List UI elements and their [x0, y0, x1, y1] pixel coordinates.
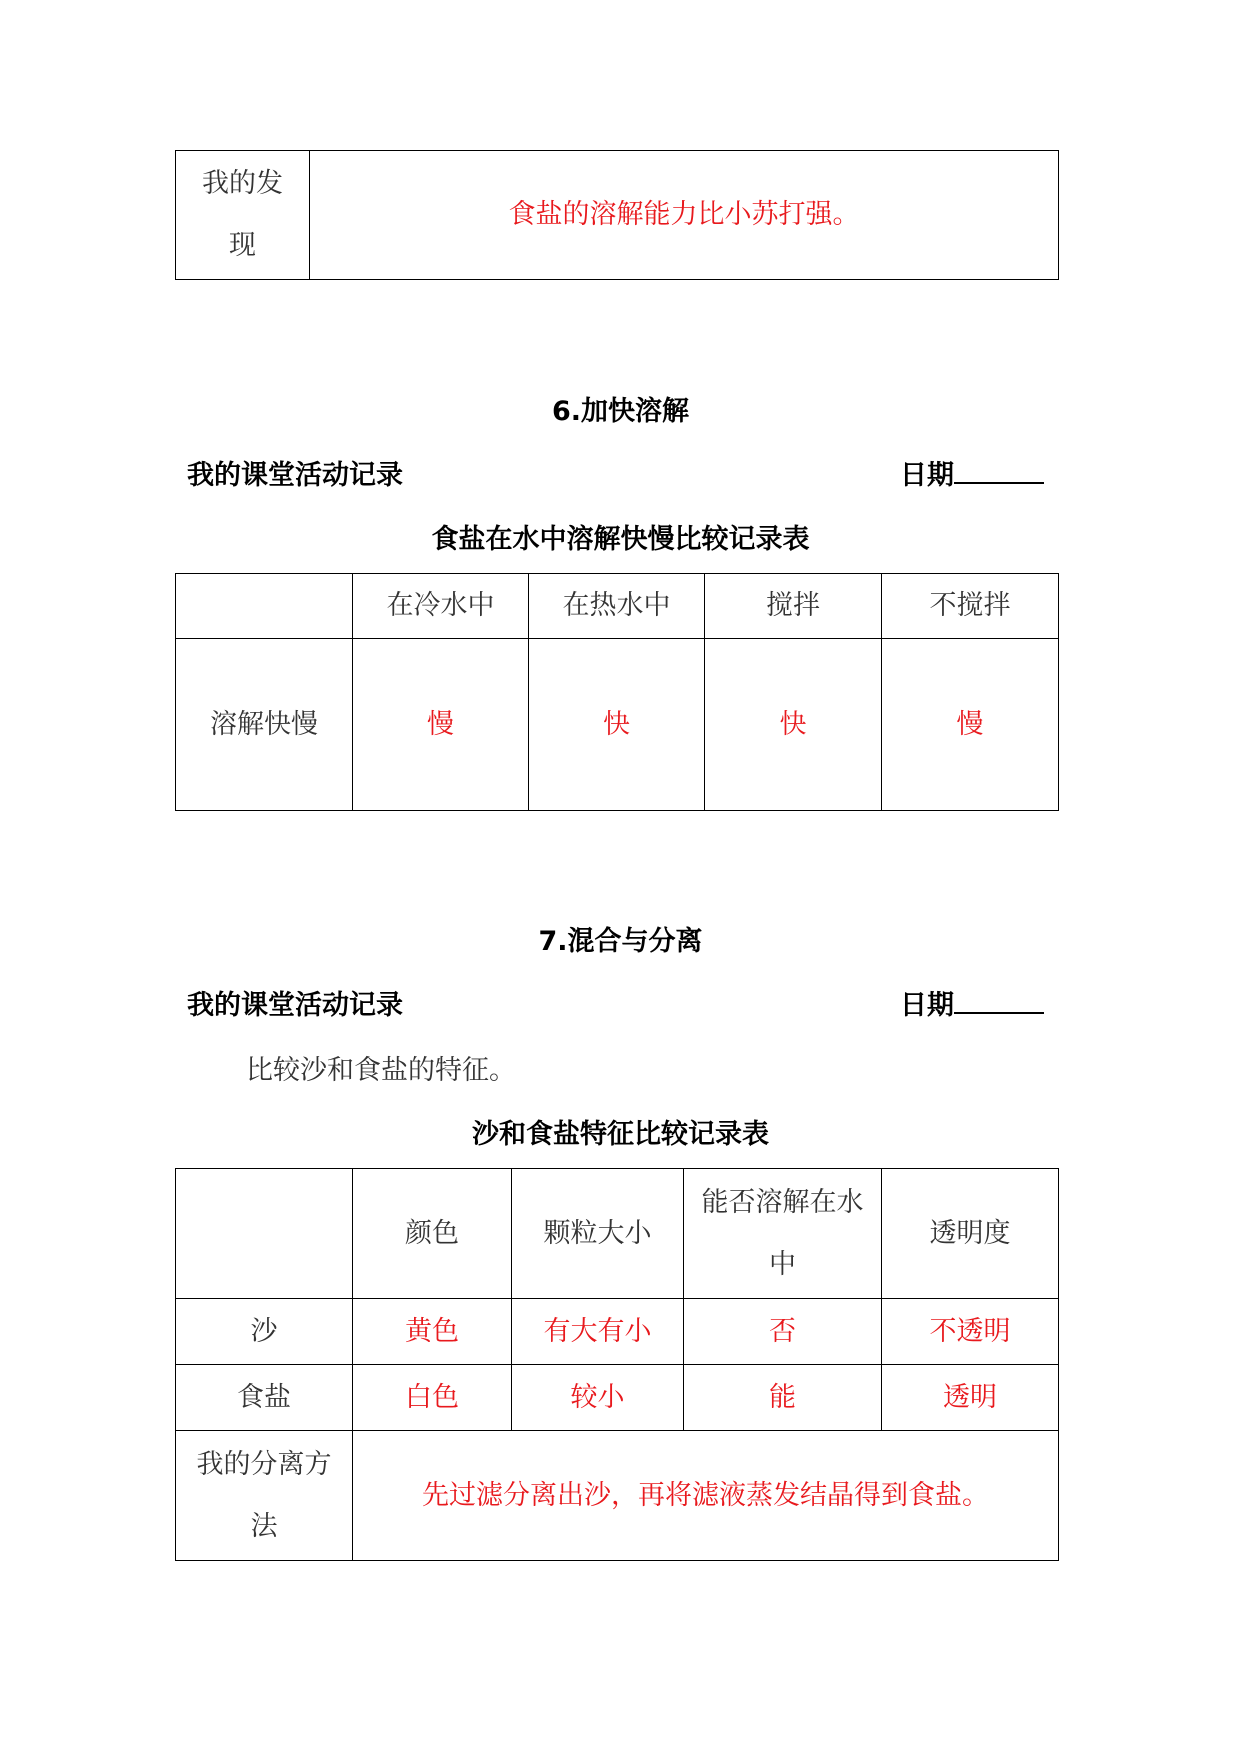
finding-text: 食盐的溶解能力比小苏打强。	[310, 151, 1059, 280]
header-cell	[684, 1169, 882, 1299]
table-row	[176, 1431, 1059, 1561]
section6-title: 6.加快溶解	[551, 396, 690, 427]
value-cell: 否	[684, 1299, 882, 1365]
section6-date-label: 日期	[900, 460, 954, 491]
section7-table-title: 沙和食盐特征比较记录表	[472, 1119, 769, 1150]
section7-date-label: 日期	[900, 990, 954, 1021]
header-cell	[176, 1169, 353, 1299]
header-cell: 在热水中	[529, 574, 705, 639]
method-label	[176, 1431, 353, 1561]
section7-instruction: 比较沙和食盐的特征。	[246, 1055, 516, 1086]
header-cell	[176, 574, 353, 639]
value-cell: 能	[684, 1365, 882, 1431]
row-label: 食盐	[176, 1365, 353, 1431]
table-row	[176, 639, 1059, 811]
row-label: 溶解快慢	[176, 639, 353, 811]
header-cell-line2: 中	[769, 1248, 796, 1280]
header-cell: 不搅拌	[882, 574, 1059, 639]
header-cell-line1: 能否溶解在水	[701, 1186, 864, 1218]
section7-date-blank[interactable]	[954, 988, 1044, 1014]
finding-label	[176, 151, 310, 280]
value-cell: 慢	[882, 639, 1059, 811]
header-cell: 搅拌	[705, 574, 882, 639]
method-text: 先过滤分离出沙，再将滤液蒸发结晶得到食盐。	[353, 1431, 1059, 1561]
value-cell: 白色	[353, 1365, 512, 1431]
section6-table-title: 食盐在水中溶解快慢比较记录表	[431, 524, 810, 555]
value-cell: 快	[529, 639, 705, 811]
value-cell: 透明	[882, 1365, 1059, 1431]
value-cell: 较小	[512, 1365, 684, 1431]
header-cell: 颗粒大小	[512, 1169, 684, 1299]
section7-date-field	[900, 986, 1044, 1026]
table-header-row	[176, 1169, 1059, 1299]
section6-date-blank[interactable]	[954, 458, 1044, 484]
method-label-line2: 法	[250, 1510, 278, 1542]
value-cell: 不透明	[882, 1299, 1059, 1365]
method-label-line1: 我的分离方	[196, 1448, 332, 1480]
section6-record-label: 我的课堂活动记录	[187, 460, 403, 491]
dissolve-speed-table	[175, 573, 1059, 811]
value-cell: 慢	[353, 639, 529, 811]
row-label: 沙	[176, 1299, 353, 1365]
table-header-row	[176, 574, 1059, 639]
section6-date-field	[900, 456, 1044, 496]
section7-record-label: 我的课堂活动记录	[187, 990, 403, 1021]
finding-label-line2: 现	[229, 230, 256, 261]
value-cell: 黄色	[353, 1299, 512, 1365]
section7-title: 7.混合与分离	[538, 926, 703, 957]
header-cell: 透明度	[882, 1169, 1059, 1299]
value-cell: 快	[705, 639, 882, 811]
header-cell: 在冷水中	[353, 574, 529, 639]
header-cell: 颜色	[353, 1169, 512, 1299]
finding-label-line1: 我的发	[202, 168, 283, 199]
table-row	[176, 1365, 1059, 1431]
table-row	[176, 1299, 1059, 1365]
sand-salt-table	[175, 1168, 1059, 1561]
value-cell: 有大有小	[512, 1299, 684, 1365]
finding-table	[175, 150, 1059, 280]
